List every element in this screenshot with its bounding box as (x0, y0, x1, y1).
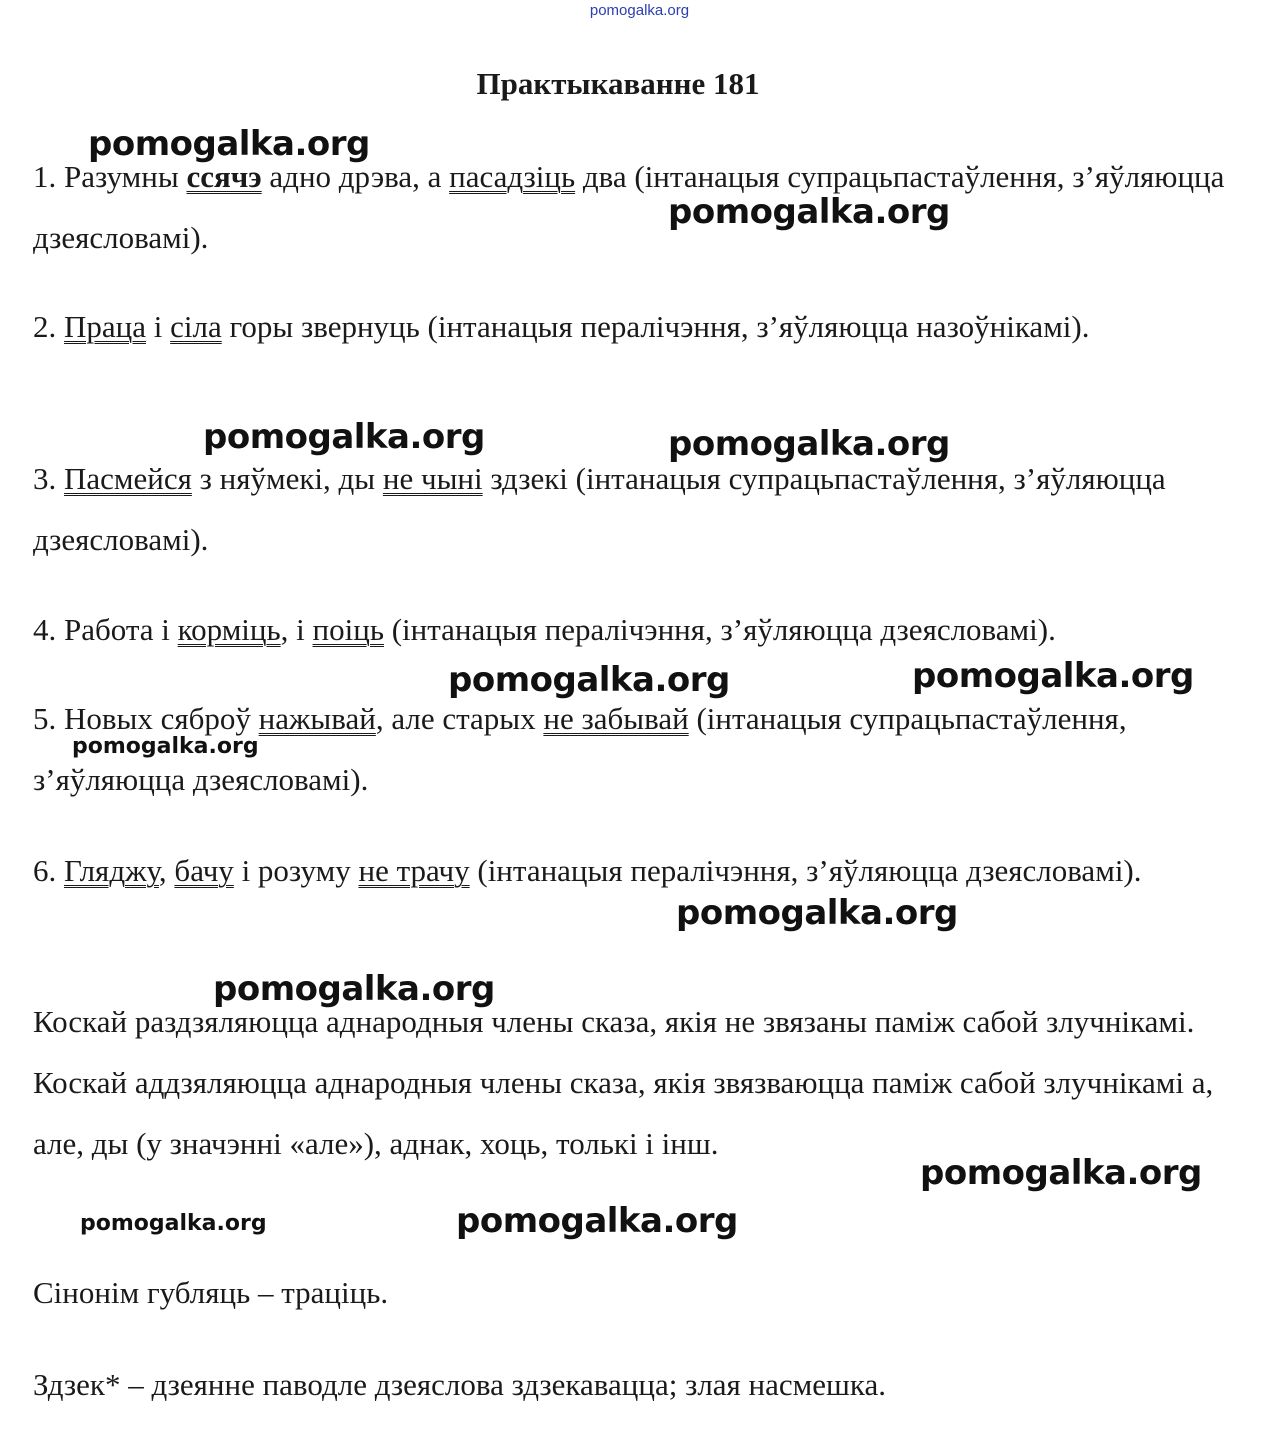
sentence-2: 2. Праца і сіла горы звернуць (інтанацыя пералічэння, з’яўляюцца назоўнікамі). (33, 309, 1090, 344)
sentence-6: 6. Гляджу, бачу і розуму не трачу (інтанацыя пералічэння, з’яўляюцца дзеясловамі). (33, 853, 1142, 888)
watermark: pomogalka.org (668, 192, 950, 232)
underlined-predicate: Гляджу (64, 853, 159, 888)
underlined-predicate: пасадзіць (449, 159, 576, 194)
underlined-predicate: корміць (177, 612, 281, 647)
underlined-predicate: не трачу (358, 853, 470, 888)
watermark: pomogalka.org (448, 660, 730, 700)
watermark: pomogalka.org (213, 969, 495, 1009)
exercise-title: Практыкаванне 181 (476, 66, 760, 101)
watermark: pomogalka.org (88, 124, 370, 164)
definition-note: Здзек* – дзеянне паводле дзеяслова здзекавацца; злая насмешка. (33, 1367, 887, 1402)
sentence-4: 4. Работа і корміць, і поіць (інтанацыя пералічэння, з’яўляюцца дзеясловамі). (33, 612, 1056, 647)
underlined-predicate: не чыні (382, 461, 483, 496)
watermark: pomogalka.org (668, 424, 950, 464)
underlined-predicate: бачу (174, 853, 234, 888)
punctuation-explanation: Коскай раздзяляюцца аднародныя члены сказа, якія не звязаны паміж сабой злучнікамі. Коскай аддзяляюцца аднародныя члены сказа, якія звязваюцца паміж сабой злучнікамі а, але, ды (у значэнні «але»), аднак, хоць, толькі і інш. (33, 1004, 1214, 1161)
watermark: pomogalka.org (72, 734, 259, 759)
underlined-subject: Праца (64, 309, 146, 344)
watermark: pomogalka.org (912, 656, 1194, 696)
sentence-1: 1. Разумны ссячэ адно дрэва, а пасадзіць два (інтанацыя супрацьпастаўлення, з’яўляюцца дзеясловамі). (33, 159, 1225, 255)
watermark: pomogalka.org (456, 1201, 738, 1241)
watermark: pomogalka.org (203, 417, 485, 457)
underlined-predicate: нажывай (258, 701, 376, 736)
underlined-predicate: не забывай (543, 701, 689, 736)
underlined-predicate: ссячэ (186, 159, 262, 194)
sentence-5: 5. Новых сяброў нажывай, але старых не забывай (інтанацыя супрацьпастаўлення, з’яўляюцца дзеясловамі). (33, 701, 1127, 797)
site-header-link[interactable]: pomogalka.org (589, 2, 690, 19)
watermark: pomogalka.org (920, 1153, 1202, 1193)
sentence-3: 3. Пасмейся з няўмекі, ды не чыні здзекі (інтанацыя супрацьпастаўлення, з’яўляюцца дзеясловамі). (33, 461, 1166, 557)
watermark: pomogalka.org (676, 893, 958, 933)
watermark: pomogalka.org (80, 1211, 267, 1236)
underlined-subject: сіла (170, 309, 222, 344)
underlined-predicate: Пасмейся (64, 461, 192, 496)
underlined-predicate: поіць (312, 612, 384, 647)
synonym-note: Сінонім губляць – траціць. (33, 1275, 389, 1310)
